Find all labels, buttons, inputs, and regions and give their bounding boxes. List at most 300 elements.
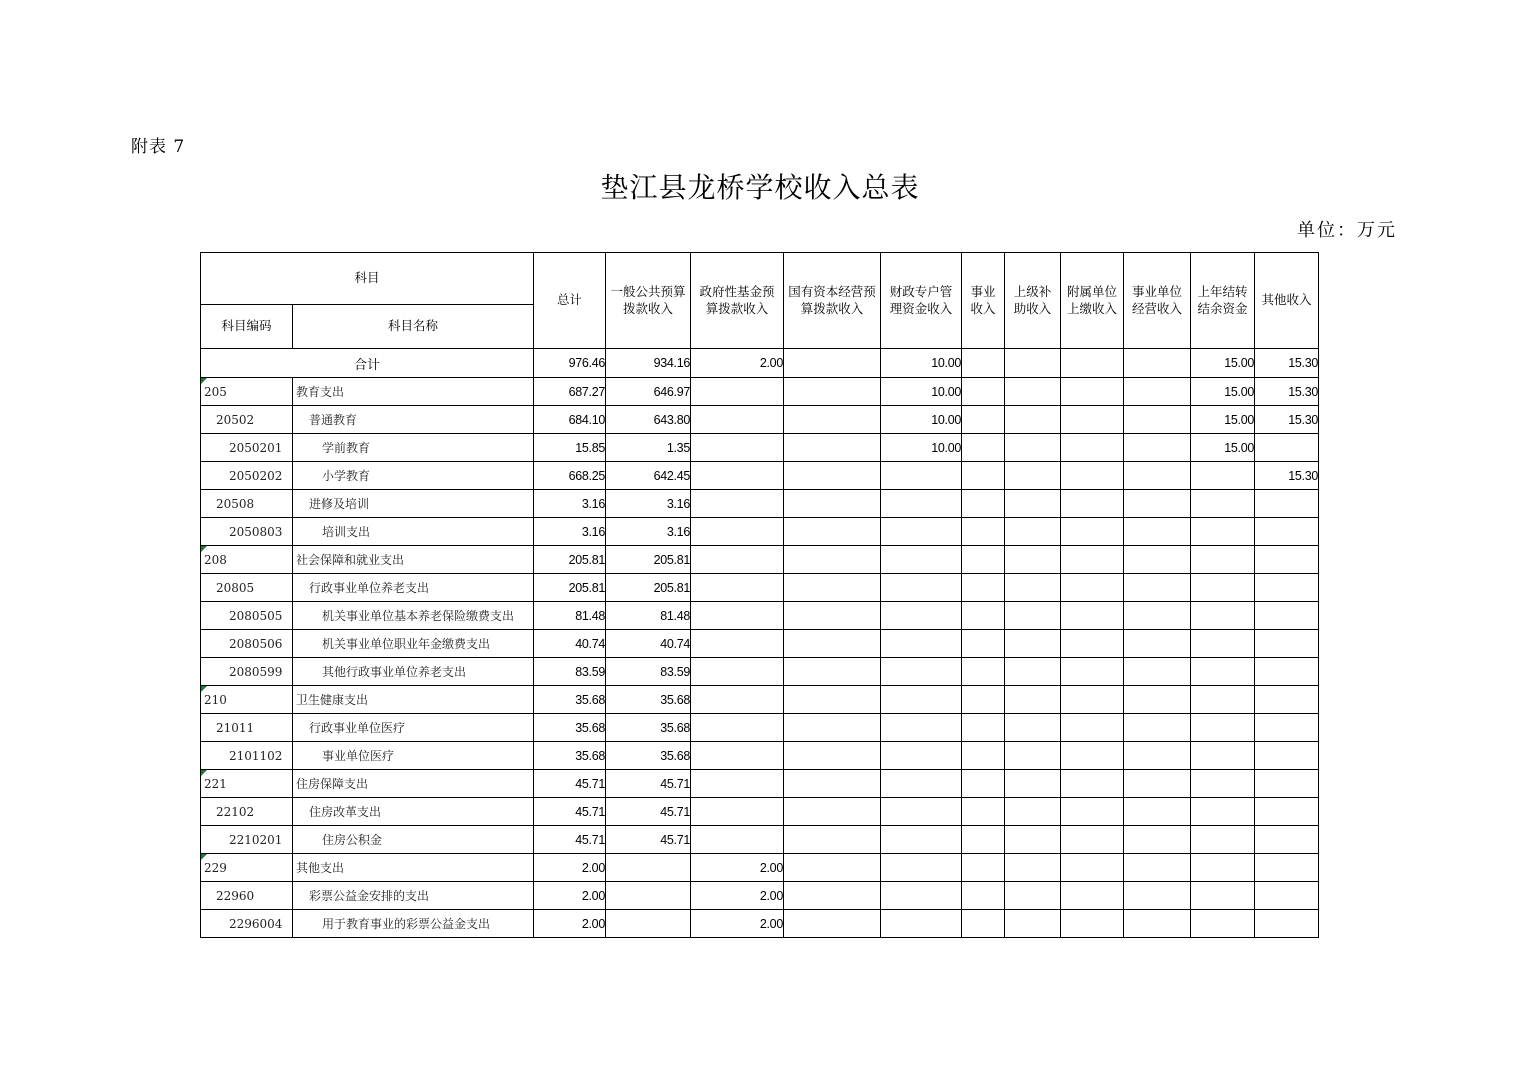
amount-cell xyxy=(691,770,784,798)
header-operating: 事业单位 经营收入 xyxy=(1124,253,1191,349)
subject-code xyxy=(201,574,293,602)
amount-cell xyxy=(962,882,1005,910)
subject-code-text: 2210201 xyxy=(229,832,283,847)
amount-cell: 35.68 xyxy=(606,686,691,714)
subject-name: 社会保障和就业支出 xyxy=(293,546,534,574)
page-title: 垫江县龙桥学校收入总表 xyxy=(600,171,920,204)
amount-cell xyxy=(881,462,962,490)
header-business: 事业 收入 xyxy=(962,253,1005,349)
amount-cell xyxy=(691,378,784,406)
amount-cell xyxy=(1124,490,1191,518)
cell-comment-marker xyxy=(201,854,207,860)
amount-cell xyxy=(962,462,1005,490)
header-state-capital: 国有资本经营预 算拨款收入 xyxy=(784,253,881,349)
amount-cell xyxy=(1005,518,1061,546)
amount-cell xyxy=(1255,434,1319,462)
header-general-budget: 一般公共预算 拨款收入 xyxy=(606,253,691,349)
table-row xyxy=(201,658,1319,686)
amount-cell xyxy=(691,602,784,630)
total-cell xyxy=(784,349,881,378)
amount-cell xyxy=(784,854,881,882)
amount-cell: 83.59 xyxy=(534,658,606,686)
subject-code-text: 2080506 xyxy=(229,636,283,651)
amount-cell: 1.35 xyxy=(606,434,691,462)
amount-cell xyxy=(784,518,881,546)
amount-cell xyxy=(1191,770,1255,798)
subject-name: 小学教育 xyxy=(293,462,534,490)
amount-cell xyxy=(1255,518,1319,546)
amount-cell: 40.74 xyxy=(534,630,606,658)
amount-cell xyxy=(1255,546,1319,574)
amount-cell xyxy=(1124,826,1191,854)
amount-cell xyxy=(962,602,1005,630)
amount-cell xyxy=(691,518,784,546)
subject-code xyxy=(201,770,293,798)
amount-cell xyxy=(1124,854,1191,882)
amount-cell xyxy=(1005,434,1061,462)
total-cell: 934.16 xyxy=(606,349,691,378)
amount-cell: 45.71 xyxy=(534,770,606,798)
table-row xyxy=(201,714,1319,742)
total-cell: 976.46 xyxy=(534,349,606,378)
subject-code xyxy=(201,490,293,518)
amount-cell xyxy=(962,490,1005,518)
amount-cell xyxy=(881,826,962,854)
amount-cell xyxy=(1061,490,1124,518)
amount-cell: 45.71 xyxy=(606,770,691,798)
amount-cell xyxy=(1061,406,1124,434)
subject-name: 彩票公益金安排的支出 xyxy=(293,882,534,910)
amount-cell xyxy=(962,770,1005,798)
subject-code xyxy=(201,378,293,406)
amount-cell: 3.16 xyxy=(606,518,691,546)
amount-cell: 35.68 xyxy=(606,742,691,770)
subject-name: 住房保障支出 xyxy=(293,770,534,798)
amount-cell xyxy=(881,630,962,658)
amount-cell xyxy=(1191,462,1255,490)
amount-cell: 642.45 xyxy=(606,462,691,490)
amount-cell: 15.85 xyxy=(534,434,606,462)
amount-cell xyxy=(1124,742,1191,770)
amount-cell xyxy=(1124,378,1191,406)
amount-cell xyxy=(606,854,691,882)
amount-cell: 45.71 xyxy=(606,826,691,854)
total-row xyxy=(201,349,1319,378)
amount-cell xyxy=(881,658,962,686)
header-code: 科目编码 xyxy=(201,305,293,349)
amount-cell xyxy=(1005,462,1061,490)
total-cell xyxy=(1061,349,1124,378)
amount-cell: 687.27 xyxy=(534,378,606,406)
amount-cell: 2.00 xyxy=(691,910,784,938)
amount-cell: 15.00 xyxy=(1191,378,1255,406)
amount-cell xyxy=(1255,742,1319,770)
subject-code xyxy=(201,882,293,910)
amount-cell: 3.16 xyxy=(534,518,606,546)
amount-cell xyxy=(1255,574,1319,602)
table-row xyxy=(201,602,1319,630)
amount-cell xyxy=(1061,686,1124,714)
amount-cell: 2.00 xyxy=(534,910,606,938)
amount-cell xyxy=(1005,742,1061,770)
amount-cell xyxy=(1005,630,1061,658)
subject-code xyxy=(201,686,293,714)
amount-cell xyxy=(1124,770,1191,798)
table-row xyxy=(201,686,1319,714)
amount-cell xyxy=(1061,658,1124,686)
amount-cell xyxy=(784,770,881,798)
amount-cell xyxy=(881,686,962,714)
amount-cell xyxy=(784,490,881,518)
amount-cell xyxy=(881,574,962,602)
amount-cell xyxy=(1061,882,1124,910)
amount-cell xyxy=(1061,518,1124,546)
amount-cell xyxy=(691,714,784,742)
amount-cell xyxy=(691,658,784,686)
amount-cell xyxy=(1255,882,1319,910)
amount-cell xyxy=(606,910,691,938)
amount-cell: 205.81 xyxy=(606,546,691,574)
table-row xyxy=(201,798,1319,826)
amount-cell xyxy=(1061,434,1124,462)
subject-code-text: 20805 xyxy=(216,580,255,595)
amount-cell xyxy=(1255,798,1319,826)
subject-name: 其他支出 xyxy=(293,854,534,882)
amount-cell xyxy=(881,546,962,574)
header-fiscal-special: 财政专户管 理资金收入 xyxy=(881,253,962,349)
amount-cell xyxy=(1124,406,1191,434)
subject-code-text: 20502 xyxy=(216,412,255,427)
total-cell xyxy=(1005,349,1061,378)
subject-code-text: 2050201 xyxy=(229,440,283,455)
amount-cell xyxy=(691,462,784,490)
amount-cell xyxy=(1191,518,1255,546)
subject-code-text: 208 xyxy=(204,552,227,567)
header-affiliated: 附属单位 上缴收入 xyxy=(1061,253,1124,349)
subject-name: 用于教育事业的彩票公益金支出 xyxy=(293,910,534,938)
table-row xyxy=(201,378,1319,406)
subject-code-text: 210 xyxy=(204,692,227,707)
subject-name: 培训支出 xyxy=(293,518,534,546)
subject-code-text: 20508 xyxy=(216,496,255,511)
amount-cell xyxy=(1061,742,1124,770)
table-row xyxy=(201,518,1319,546)
amount-cell xyxy=(784,462,881,490)
amount-cell xyxy=(962,574,1005,602)
amount-cell: 10.00 xyxy=(881,434,962,462)
amount-cell xyxy=(1005,658,1061,686)
table-row xyxy=(201,406,1319,434)
table-row xyxy=(201,434,1319,462)
total-label: 合计 xyxy=(201,349,534,378)
amount-cell xyxy=(1124,910,1191,938)
amount-cell: 35.68 xyxy=(534,686,606,714)
header-gov-fund: 政府性基金预 算拨款收入 xyxy=(691,253,784,349)
amount-cell xyxy=(1124,658,1191,686)
amount-cell xyxy=(1005,406,1061,434)
subject-code xyxy=(201,518,293,546)
amount-cell xyxy=(1061,826,1124,854)
amount-cell: 10.00 xyxy=(881,406,962,434)
amount-cell xyxy=(1191,546,1255,574)
amount-cell xyxy=(1191,714,1255,742)
amount-cell: 205.81 xyxy=(606,574,691,602)
amount-cell xyxy=(1191,630,1255,658)
table-row xyxy=(201,490,1319,518)
amount-cell xyxy=(1061,574,1124,602)
amount-cell xyxy=(881,854,962,882)
subject-code-text: 22960 xyxy=(216,888,255,903)
amount-cell xyxy=(1124,574,1191,602)
subject-code-text: 2080599 xyxy=(229,664,283,679)
amount-cell: 81.48 xyxy=(534,602,606,630)
subject-code xyxy=(201,798,293,826)
table-row xyxy=(201,630,1319,658)
amount-cell: 2.00 xyxy=(691,854,784,882)
amount-cell xyxy=(1191,686,1255,714)
amount-cell: 35.68 xyxy=(534,714,606,742)
subject-name: 进修及培训 xyxy=(293,490,534,518)
amount-cell xyxy=(962,658,1005,686)
amount-cell xyxy=(1124,602,1191,630)
subject-code xyxy=(201,434,293,462)
amount-cell xyxy=(1061,714,1124,742)
subject-name: 行政事业单位养老支出 xyxy=(293,574,534,602)
amount-cell xyxy=(1191,826,1255,854)
subject-name: 行政事业单位医疗 xyxy=(293,714,534,742)
amount-cell xyxy=(1255,826,1319,854)
amount-cell: 81.48 xyxy=(606,602,691,630)
amount-cell xyxy=(881,742,962,770)
amount-cell xyxy=(1124,630,1191,658)
amount-cell xyxy=(1255,714,1319,742)
amount-cell xyxy=(1255,770,1319,798)
income-summary-table xyxy=(200,252,1319,938)
amount-cell: 3.16 xyxy=(606,490,691,518)
amount-cell xyxy=(962,910,1005,938)
amount-cell: 10.00 xyxy=(881,378,962,406)
amount-cell xyxy=(691,826,784,854)
amount-cell: 205.81 xyxy=(534,574,606,602)
amount-cell xyxy=(691,546,784,574)
amount-cell xyxy=(1191,910,1255,938)
header-name: 科目名称 xyxy=(293,305,534,349)
subject-code xyxy=(201,602,293,630)
table-row xyxy=(201,854,1319,882)
amount-cell xyxy=(691,490,784,518)
amount-cell xyxy=(1124,798,1191,826)
amount-cell xyxy=(691,686,784,714)
total-cell: 15.00 xyxy=(1191,349,1255,378)
amount-cell xyxy=(1005,546,1061,574)
amount-cell xyxy=(1255,854,1319,882)
amount-cell xyxy=(881,518,962,546)
table-row xyxy=(201,742,1319,770)
amount-cell xyxy=(1005,854,1061,882)
amount-cell xyxy=(1124,546,1191,574)
subject-code-text: 21011 xyxy=(216,720,255,735)
header-higher-subsidy: 上级补 助收入 xyxy=(1005,253,1061,349)
amount-cell xyxy=(784,434,881,462)
subject-code-text: 2101102 xyxy=(229,748,283,763)
subject-code xyxy=(201,854,293,882)
total-cell xyxy=(962,349,1005,378)
amount-cell: 668.25 xyxy=(534,462,606,490)
amount-cell xyxy=(784,910,881,938)
amount-cell xyxy=(1255,910,1319,938)
amount-cell xyxy=(1005,574,1061,602)
amount-cell xyxy=(881,882,962,910)
subject-name: 卫生健康支出 xyxy=(293,686,534,714)
amount-cell: 2.00 xyxy=(534,854,606,882)
amount-cell xyxy=(1061,602,1124,630)
amount-cell xyxy=(1005,686,1061,714)
amount-cell xyxy=(881,770,962,798)
subject-name: 机关事业单位职业年金缴费支出 xyxy=(293,630,534,658)
subject-code xyxy=(201,546,293,574)
amount-cell: 643.80 xyxy=(606,406,691,434)
subject-code xyxy=(201,630,293,658)
amount-cell xyxy=(881,490,962,518)
subject-code-text: 2296004 xyxy=(229,916,283,931)
table-row xyxy=(201,826,1319,854)
subject-code-text: 22102 xyxy=(216,804,255,819)
amount-cell xyxy=(881,602,962,630)
amount-cell: 2.00 xyxy=(534,882,606,910)
amount-cell xyxy=(691,434,784,462)
table-row xyxy=(201,882,1319,910)
amount-cell xyxy=(1005,714,1061,742)
amount-cell xyxy=(1191,658,1255,686)
cell-comment-marker xyxy=(201,770,207,776)
amount-cell xyxy=(1005,910,1061,938)
subject-name: 普通教育 xyxy=(293,406,534,434)
amount-cell xyxy=(1191,854,1255,882)
amount-cell xyxy=(962,854,1005,882)
amount-cell xyxy=(962,686,1005,714)
amount-cell xyxy=(962,546,1005,574)
subject-code xyxy=(201,742,293,770)
amount-cell xyxy=(1191,798,1255,826)
amount-cell xyxy=(1255,602,1319,630)
subject-name: 教育支出 xyxy=(293,378,534,406)
amount-cell: 205.81 xyxy=(534,546,606,574)
amount-cell xyxy=(962,518,1005,546)
amount-cell xyxy=(1255,630,1319,658)
amount-cell: 646.97 xyxy=(606,378,691,406)
amount-cell xyxy=(784,630,881,658)
amount-cell xyxy=(784,798,881,826)
amount-cell xyxy=(1124,882,1191,910)
amount-cell xyxy=(1124,462,1191,490)
amount-cell xyxy=(784,742,881,770)
amount-cell: 45.71 xyxy=(534,826,606,854)
amount-cell: 35.68 xyxy=(606,714,691,742)
amount-cell xyxy=(1061,770,1124,798)
amount-cell xyxy=(962,826,1005,854)
amount-cell xyxy=(691,574,784,602)
amount-cell xyxy=(881,798,962,826)
amount-cell xyxy=(1191,882,1255,910)
subject-code xyxy=(201,910,293,938)
subject-name: 其他行政事业单位养老支出 xyxy=(293,658,534,686)
amount-cell xyxy=(1005,882,1061,910)
amount-cell: 3.16 xyxy=(534,490,606,518)
subject-code xyxy=(201,826,293,854)
amount-cell: 15.30 xyxy=(1255,378,1319,406)
cell-comment-marker xyxy=(201,686,207,692)
amount-cell xyxy=(1061,798,1124,826)
amount-cell xyxy=(962,714,1005,742)
amount-cell xyxy=(1191,742,1255,770)
amount-cell xyxy=(691,406,784,434)
amount-cell xyxy=(691,742,784,770)
amount-cell xyxy=(784,406,881,434)
amount-cell: 2.00 xyxy=(691,882,784,910)
total-cell: 10.00 xyxy=(881,349,962,378)
amount-cell xyxy=(784,826,881,854)
amount-cell xyxy=(881,714,962,742)
table-row xyxy=(201,574,1319,602)
amount-cell xyxy=(1005,826,1061,854)
amount-cell xyxy=(1061,854,1124,882)
amount-cell: 45.71 xyxy=(606,798,691,826)
amount-cell: 15.30 xyxy=(1255,406,1319,434)
amount-cell xyxy=(1191,574,1255,602)
subject-name: 机关事业单位基本养老保险缴费支出 xyxy=(293,602,534,630)
subject-code-text: 229 xyxy=(204,860,227,875)
amount-cell xyxy=(962,798,1005,826)
amount-cell xyxy=(1061,546,1124,574)
subject-code xyxy=(201,714,293,742)
amount-cell xyxy=(691,630,784,658)
amount-cell: 45.71 xyxy=(534,798,606,826)
cell-comment-marker xyxy=(201,546,207,552)
amount-cell xyxy=(1061,378,1124,406)
amount-cell xyxy=(962,406,1005,434)
amount-cell xyxy=(1124,686,1191,714)
amount-cell xyxy=(784,658,881,686)
amount-cell xyxy=(1005,770,1061,798)
amount-cell xyxy=(1255,658,1319,686)
subject-code-text: 2050202 xyxy=(229,468,283,483)
amount-cell xyxy=(1255,686,1319,714)
amount-cell xyxy=(784,602,881,630)
subject-code xyxy=(201,406,293,434)
amount-cell xyxy=(1005,490,1061,518)
subject-name: 学前教育 xyxy=(293,434,534,462)
amount-cell xyxy=(962,630,1005,658)
header-other: 其他收入 xyxy=(1255,253,1319,349)
amount-cell: 15.00 xyxy=(1191,434,1255,462)
header-total: 总计 xyxy=(534,253,606,349)
amount-cell xyxy=(784,714,881,742)
amount-cell xyxy=(1005,602,1061,630)
total-cell: 2.00 xyxy=(691,349,784,378)
amount-cell xyxy=(1124,714,1191,742)
subject-code xyxy=(201,658,293,686)
amount-cell xyxy=(1124,518,1191,546)
amount-cell: 40.74 xyxy=(606,630,691,658)
header-subject: 科目 xyxy=(201,253,534,305)
header-carryover: 上年结转 结余资金 xyxy=(1191,253,1255,349)
amount-cell xyxy=(962,378,1005,406)
amount-cell xyxy=(784,882,881,910)
subject-code-text: 221 xyxy=(204,776,227,791)
total-cell: 15.30 xyxy=(1255,349,1319,378)
amount-cell xyxy=(881,910,962,938)
amount-cell xyxy=(962,434,1005,462)
